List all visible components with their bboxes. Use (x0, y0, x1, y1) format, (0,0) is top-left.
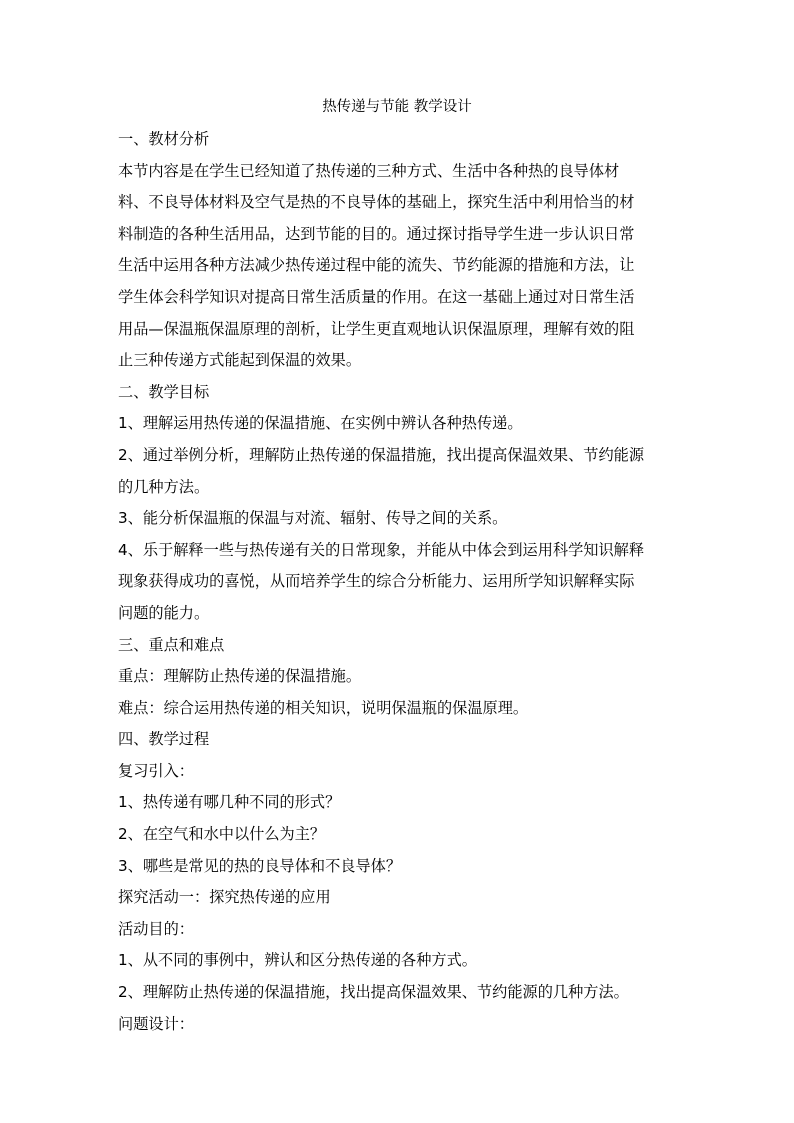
subheading-review: 复习引入： (118, 761, 194, 780)
paragraph-line: 学生体会科学知识对提高日常生活质量的作用。在这一基础上通过对日常生活 (118, 287, 635, 306)
review-question: 2、在空气和水中以什么为主？ (118, 825, 326, 844)
activity-purpose-item: 1、从不同的事例中，辨认和区分热传递的各种方式。 (118, 951, 477, 970)
activity-purpose-item: 2、理解防止热传递的保温措施，找出提高保温效果、节约能源的几种方法。 (118, 983, 629, 1002)
subheading-activity-purpose: 活动目的： (118, 919, 194, 938)
goal-item: 4、乐于解释一些与热传递有关的日常现象，并能从中体会到运用科学知识解释 (118, 540, 645, 559)
goal-item-continued: 现象获得成功的喜悦，从而培养学生的综合分析能力、运用所学知识解释实际 (118, 572, 635, 591)
difficult-point: 难点：综合运用热传递的相关知识，说明保温瓶的保温原理。 (118, 698, 529, 717)
document-title: 热传递与节能 教学设计 (322, 99, 472, 115)
section-heading-textbook-analysis: 一、教材分析 (118, 130, 210, 148)
review-question: 1、热传递有哪几种不同的形式？ (118, 793, 341, 812)
review-question: 3、哪些是常见的热的良导体和不良导体？ (118, 856, 402, 875)
goal-item: 2、通过举例分析，理解防止热传递的保温措施，找出提高保温效果、节约能源 (118, 445, 645, 464)
goal-item-continued: 的几种方法。 (118, 477, 210, 496)
key-point: 重点：理解防止热传递的保温措施。 (118, 667, 361, 686)
paragraph-line: 料制造的各种生活用品，达到节能的目的。通过探讨指导学生进一步认识日常 (118, 224, 635, 243)
goal-item: 1、理解运用热传递的保温措施、在实例中辨认各种热传递。 (118, 414, 523, 433)
paragraph-line: 止三种传递方式能起到保温的效果。 (118, 351, 361, 370)
section-heading-teaching-goals: 二、教学目标 (118, 382, 210, 401)
paragraph-line: 本节内容是在学生已经知道了热传递的三种方式、生活中各种热的良导体材 (118, 161, 620, 180)
paragraph-line: 料、不良导体材料及空气是热的不良导体的基础上，探究生活中利用恰当的材 (118, 193, 635, 212)
document-body (118, 124, 678, 1040)
paragraph-line: 用品—保温瓶保温原理的剖析，让学生更直观地认识保温原理，理解有效的阻 (118, 319, 635, 338)
subheading-question-design: 问题设计： (118, 1014, 194, 1033)
goal-item-continued: 问题的能力。 (118, 603, 210, 622)
section-heading-key-points: 三、重点和难点 (118, 635, 225, 654)
subheading-activity-one: 探究活动一：探究热传递的应用 (118, 888, 331, 907)
paragraph-line: 生活中运用各种方法减少热传递过程中能的流失、节约能源的措施和方法，让 (118, 256, 635, 275)
section-heading-teaching-process: 四、教学过程 (118, 730, 210, 749)
goal-item: 3、能分析保温瓶的保温与对流、辐射、传导之间的关系。 (118, 509, 508, 528)
